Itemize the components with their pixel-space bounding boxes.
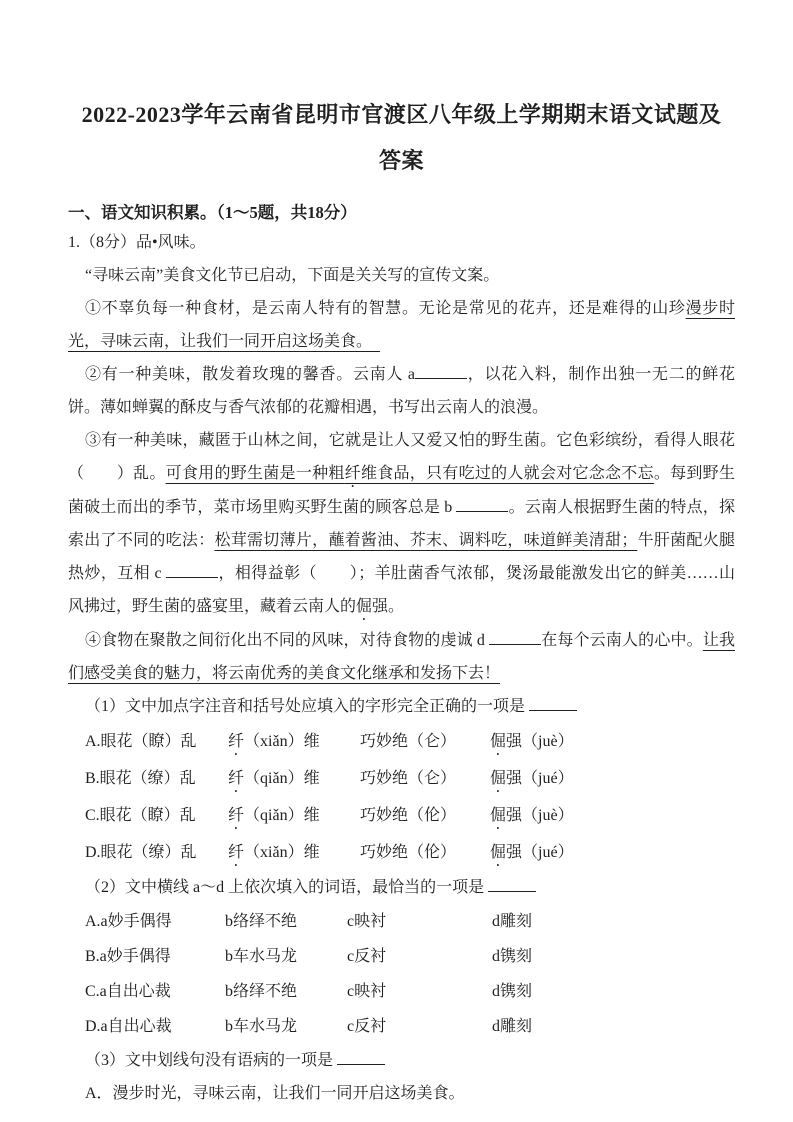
option-cell: b络绎不绝 [225,983,298,1000]
passage-paragraph-3: ③有一种美味，藏匿于山林之间，它就是让人又爱又怕的野生菌。它色彩缤纷，看得人眼花（ ）乱。可食用的野生菌是一种粗纤维食品，只有吃过的人就会对它念念不忘。每到野生菌破土而出的季节，菜市场里购买野生菌的顾客总是 b 。云南人根据野生菌的特点，探索出了不同的吃法：松茸需切薄片，蘸着酱油、芥末、调料吃，味道鲜美清甜；牛肝菌配火腿热炒，互相 c ，相得益彰（ ）；羊肚菌香气浓郁，煲汤最能激发出它的鲜美……山风拂过，野生菌的盛宴里，藏着云南人的倔强。 [68,432,735,615]
option-cell: 纤（qiǎn）维 [228,770,320,787]
passage-paragraph-1: ①不辜负每一种食材，是云南人特有的智慧。无论是常见的花卉，还是难得的山珍漫步时光，寻味云南，让我们一同开启这场美食。 [68,300,735,350]
option-cell: 倔强（jué） [490,770,574,787]
sub-question-1-options [85,723,735,871]
passage-paragraph-4: ④食物在聚散之间衍化出不同的风味，对待食物的虔诚 d 在每个云南人的心中。让我们感受美食的魅力，将云南优秀的美食文化继承和发扬下去！ [68,624,735,690]
sub-question-1-label: （1）文中加点字注音和括号处应填入的字形完全正确的一项是 [68,690,735,723]
option-cell: 巧妙绝（仑） [360,770,457,787]
option-cell: 倔强（juè） [490,733,574,750]
option-cell: D.眼花（缭）乱 [85,844,197,861]
option-cell: B.眼花（缭）乱 [85,770,196,787]
option-cell: b络绎不绝 [225,913,298,930]
sub-question-3-label: （3）文中划线句没有语病的一项是 [68,1044,735,1077]
option-cell: D.a自出心裁 [85,1018,172,1035]
option-cell: 倔强（jué） [490,844,574,861]
option-cell: c反衬 [347,948,387,965]
option-cell: 巧妙绝（仑） [360,733,457,750]
option-row-a [85,723,735,760]
page-title: 2022-2023学年云南省昆明市官渡区八年级上学期期末语文试题及答案 [81,102,722,173]
option-cell: d雕刻 [492,1018,533,1035]
option-cell: A.a妙手偶得 [85,913,172,930]
option-cell: d雕刻 [492,913,533,930]
option-cell: b车水马龙 [225,1018,298,1035]
option-cell: A.眼花（瞭）乱 [85,733,197,750]
passage-paragraph-2: ②有一种美味，散发着玫瑰的馨香。云南人 a ，以花入料，制作出独一无二的鲜花饼。薄如蝉翼的酥皮与香气浓郁的花瓣相遇，书写出云南人的浪漫。 [68,358,735,424]
sub-question-2-label: （2）文中横线 a～d 上依次填入的词语，最恰当的一项是 [68,871,735,904]
option-cell: 纤（xiǎn）维 [228,733,320,750]
option-cell: 纤（qiǎn）维 [228,807,320,824]
option-cell: 纤（xiǎn）维 [228,844,320,861]
option-cell: c映衬 [347,983,387,1000]
question-1-intro: “寻味云南”美食文化节已启动，下面是关关写的宣传文案。 [85,267,500,284]
sub-question-2-options [85,904,735,1044]
option-row-c [85,797,735,834]
option-cell: d镌刻 [492,983,533,1000]
option-cell: 倔强（juè） [490,807,574,824]
option-cell: C.a自出心裁 [85,983,171,1000]
option-row-d [85,834,735,871]
option-cell: 巧妙绝（伦） [360,807,457,824]
option-cell: B.a妙手偶得 [85,948,171,965]
option-cell: c映衬 [347,913,387,930]
section-heading: 一、语文知识积累。（1～5题，共18分） [68,203,357,222]
sub-question-3-option-a: A．漫步时光，寻味云南，让我们一同开启这场美食。 [85,1085,465,1102]
option-row-a [85,904,735,939]
option-row-c [85,974,735,1009]
option-cell: C.眼花（瞭）乱 [85,807,196,824]
option-cell: 巧妙绝（伦） [360,844,457,861]
option-row-b [85,760,735,797]
option-row-b [85,939,735,974]
option-row-d [85,1009,735,1044]
option-cell: b车水马龙 [225,948,298,965]
option-cell: d镌刻 [492,948,533,965]
option-cell: c反衬 [347,1018,387,1035]
question-1-stem: 1.（8分）品•风味。 [68,234,206,251]
